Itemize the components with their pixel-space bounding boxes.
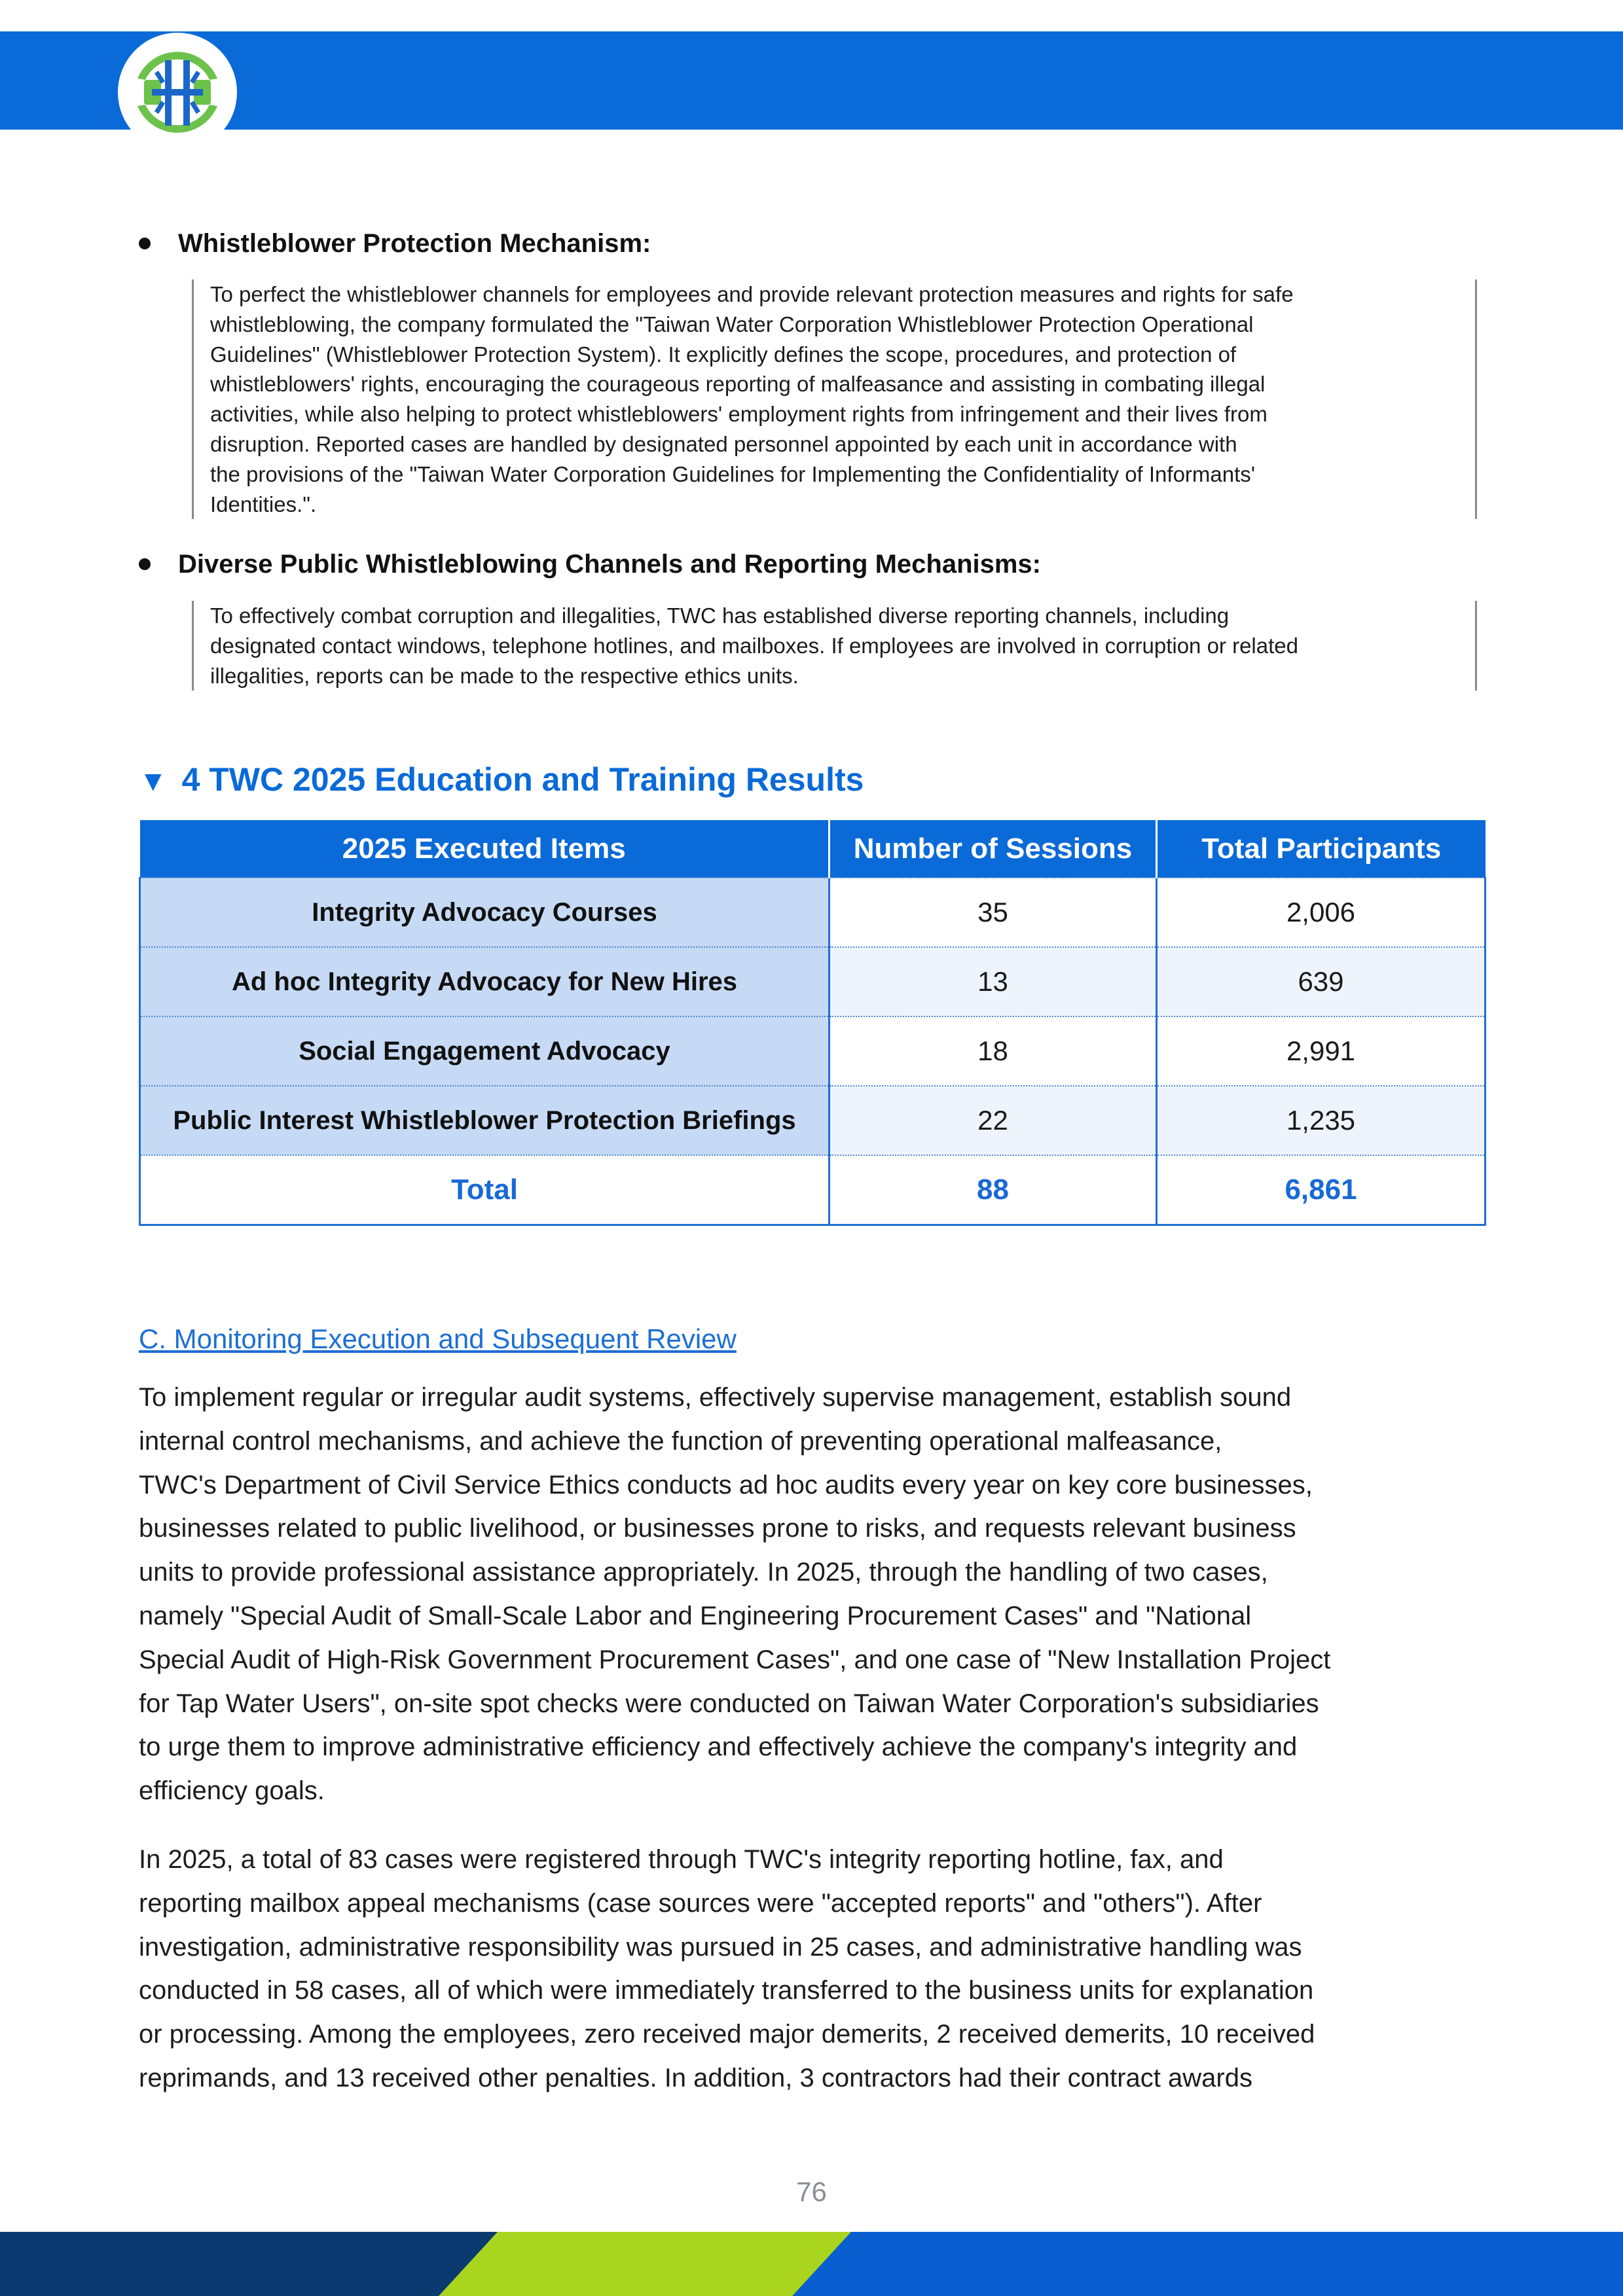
- training-results-table: [139, 820, 1486, 1226]
- table-title: ▼ 4 TWC 2025 Education and Training Results: [139, 761, 864, 798]
- table-row: [140, 878, 1486, 947]
- paragraph-reporting-cases: [139, 1838, 1487, 2100]
- text-line: activities, while also helping to protect whistleblowers' employment rights from infringement and their lives from: [210, 402, 1267, 427]
- cell-sessions: 13: [830, 947, 1157, 1016]
- text-line: efficiency goals.: [139, 1776, 325, 1806]
- text-line: namely "Special Audit of Small-Scale Labor and Engineering Procurement Cases" and "National: [139, 1601, 1252, 1630]
- cell-item: Public Interest Whistleblower Protection Briefings: [140, 1086, 830, 1155]
- footer-band: [0, 2232, 1623, 2296]
- total-label: Total: [140, 1155, 830, 1225]
- cell-sessions: 22: [830, 1086, 1157, 1155]
- text-line: Guidelines" (Whistleblower Protection System). It explicitly defines the scope, procedures, and protection of: [210, 342, 1237, 367]
- table-total-row: [140, 1155, 1486, 1225]
- text-line: disruption. Reported cases are handled by designated personnel appointed by each unit in accordance with: [210, 431, 1237, 456]
- column-header-sessions: Number of Sessions: [830, 820, 1157, 878]
- text-line: units to provide professional assistance appropriately. In 2025, through the handling of two cases,: [139, 1558, 1268, 1587]
- text-line: Identities.".: [210, 492, 317, 516]
- total-participants: 6,861: [1157, 1155, 1486, 1225]
- text-line: To effectively combat corruption and illegalities, TWC has established diverse reporting channels, including: [210, 603, 1230, 628]
- table-row: [140, 947, 1486, 1016]
- text-line: internal control mechanisms, and achieve the function of preventing operational malfeasance,: [139, 1426, 1222, 1456]
- text-line: businesses related to public livelihood, or businesses prone to risks, and requests relevant business: [139, 1514, 1296, 1543]
- cell-participants: 2,006: [1157, 878, 1486, 947]
- text-line: to urge them to improve administrative efficiency and effectively achieve the company's integrity and: [139, 1732, 1298, 1762]
- bullet-dot: [139, 558, 151, 570]
- table-header-row: [140, 820, 1486, 878]
- cell-participants: 639: [1157, 947, 1486, 1016]
- header-bar: [0, 31, 1623, 130]
- bullet-dot: [139, 238, 151, 249]
- text-line: conducted in 58 cases, all of which were immediately transferred to the business units for explanation: [139, 1976, 1314, 2005]
- text-line: TWC's Department of Civil Service Ethics conducts ad hoc audits every year on key core businesses,: [139, 1470, 1313, 1499]
- triangle-down-icon: ▼: [139, 765, 168, 797]
- text-line: designated contact windows, telephone hotlines, and mailboxes. If employees are involved in corruption or related: [210, 633, 1298, 658]
- text-line: Special Audit of High-Risk Government Procurement Cases", and one case of "New Installation Project: [139, 1645, 1331, 1674]
- table-row: [140, 1086, 1486, 1155]
- text-line: for Tap Water Users", on-site spot checks were conducted on Taiwan Water Corporation's subsidiaries: [139, 1689, 1319, 1718]
- text-line: To perfect the whistleblower channels for employees and provide relevant protection measures and rights for safe: [210, 282, 1294, 306]
- cell-participants: 1,235: [1157, 1086, 1486, 1155]
- text-line: or processing. Among the employees, zero received major demerits, 2 received demerits, 10 received: [139, 2020, 1315, 2049]
- text-line: In 2025, a total of 83 cases were registered through TWC's integrity reporting hotline, fax, and: [139, 1845, 1224, 1874]
- text-line: whistleblowing, the company formulated the "Taiwan Water Corporation Whistleblower Protection Operational: [210, 312, 1254, 336]
- column-header-items: 2025 Executed Items: [140, 820, 830, 878]
- total-sessions: 88: [830, 1155, 1157, 1225]
- text-line: whistleblowers' rights, encouraging the courageous reporting of malfeasance and assisting in combating illegal: [210, 372, 1266, 397]
- text-line: reprimands, and 13 received other penalties. In addition, 3 contractors had their contract awards: [139, 2063, 1252, 2092]
- text-line: the provisions of the "Taiwan Water Corporation Guidelines for Implementing the Confidentiality of Informants': [210, 461, 1256, 486]
- cell-sessions: 18: [830, 1016, 1157, 1086]
- twc-logo-icon: [118, 33, 237, 152]
- text-line: To implement regular or irregular audit systems, effectively supervise management, establish sound: [139, 1383, 1292, 1412]
- table-row: [140, 1016, 1486, 1086]
- text-line: reporting mailbox appeal mechanisms (case sources were "accepted reports" and "others"). After: [139, 1888, 1262, 1918]
- text-line: illegalities, reports can be made to the respective ethics units.: [210, 663, 799, 688]
- paragraph-audit: [139, 1376, 1487, 1813]
- section-c-heading: C. Monitoring Execution and Subsequent Review: [139, 1323, 737, 1354]
- reporting-channels-text: [192, 601, 1477, 691]
- cell-item: Social Engagement Advocacy: [140, 1016, 830, 1086]
- whistleblower-protection-text: [192, 279, 1477, 519]
- cell-sessions: 35: [830, 878, 1157, 947]
- cell-participants: 2,991: [1157, 1016, 1486, 1086]
- column-header-participants: Total Participants: [1157, 820, 1486, 878]
- cell-item: Ad hoc Integrity Advocacy for New Hires: [140, 947, 830, 1016]
- page-number: 76: [796, 2176, 827, 2207]
- cell-item: Integrity Advocacy Courses: [140, 878, 830, 947]
- text-line: investigation, administrative responsibility was pursued in 25 cases, and administrative handling was: [139, 1932, 1302, 1962]
